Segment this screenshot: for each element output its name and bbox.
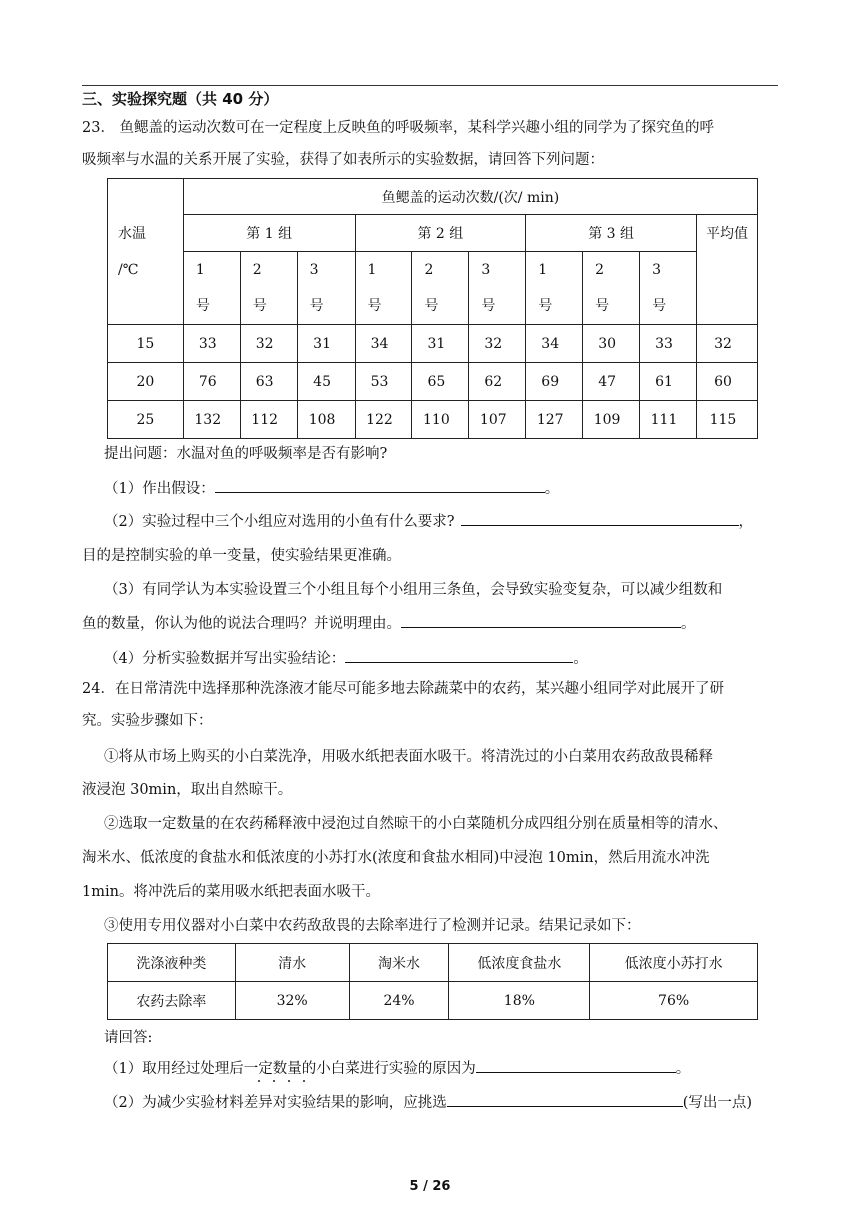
value-cell: 34 <box>355 325 412 363</box>
q24-part2: （2）为减少实验材料差异对实验结果的影响，应挑选 (写出一点) <box>104 1087 778 1119</box>
table-row <box>108 944 758 982</box>
emphasis-dot <box>303 1080 305 1082</box>
value-cell: 34 <box>526 325 583 363</box>
table-row <box>108 982 758 1020</box>
average-header: 平均值 <box>696 215 757 325</box>
value-cell: 33 <box>640 325 697 363</box>
group-1-header: 第 1 组 <box>183 215 355 252</box>
gill-movement-table <box>107 178 758 439</box>
value-cell: 33 <box>183 325 240 363</box>
rate-cell: 76% <box>590 982 758 1020</box>
q24-step1-line1: ①将从市场上购买的小白菜洗净，用吸水纸把表面水吸干。将清洗过的小白菜用农药敌敌畏稀释 <box>104 749 713 765</box>
emphasis-dot <box>288 1080 290 1082</box>
value-cell: 31 <box>297 325 355 363</box>
value-cell: 111 <box>640 401 697 439</box>
value-cell: 32 <box>240 325 297 363</box>
q23-question: 提出问题：水温对鱼的呼吸频率是否有影响? <box>104 446 388 462</box>
answer-blank[interactable] <box>461 511 739 526</box>
q24-step3: ③使用专用仪器对小白菜中农药敌敌畏的去除率进行了检测并记录。结果记录如下： <box>104 918 641 934</box>
type-cell: 低浓度小苏打水 <box>590 944 758 982</box>
table-row <box>108 325 758 363</box>
value-cell: 31 <box>412 325 469 363</box>
fish-number-header: 3 号 <box>640 252 697 325</box>
table-row <box>108 401 758 439</box>
header-label-cell: 洗涤液种类 <box>108 944 236 982</box>
fish-number-header: 3 号 <box>297 252 355 325</box>
value-cell: 122 <box>355 401 412 439</box>
fish-number-header: 3 号 <box>469 252 526 325</box>
answer-blank[interactable] <box>447 1092 683 1107</box>
header-rule <box>82 85 778 86</box>
fish-number-header: 1 号 <box>526 252 583 325</box>
rate-cell: 24% <box>349 982 449 1020</box>
group-3-header: 第 3 组 <box>526 215 697 252</box>
answer-blank[interactable] <box>345 648 573 663</box>
q23-part1: （1）作出假设： 。 <box>104 473 778 505</box>
group-2-header: 第 2 组 <box>355 215 526 252</box>
q23-part3-line2: 鱼的数量，你认为他的说法合理吗？并说明理由。 。 <box>82 608 778 640</box>
value-cell: 109 <box>583 401 640 439</box>
value-cell: 108 <box>297 401 355 439</box>
section-title: 三、实验探究题（共 40 分） <box>82 90 279 108</box>
type-cell: 低浓度食盐水 <box>449 944 590 982</box>
value-cell: 107 <box>469 401 526 439</box>
value-cell: 69 <box>526 363 583 401</box>
q24-step2-line2: 淘米水、低浓度的食盐水和低浓度的小苏打水(浓度和食盐水相同)中浸泡 10min，然后用流水冲洗 <box>82 850 710 866</box>
fish-number-header: 2 号 <box>412 252 469 325</box>
value-cell: 53 <box>355 363 412 401</box>
emphasis-dot <box>273 1080 275 1082</box>
fish-number-header: 2 号 <box>583 252 640 325</box>
value-cell: 76 <box>183 363 240 401</box>
q24-step2-line3: 1min。将冲洗后的菜用吸水纸把表面水吸干。 <box>82 884 380 900</box>
type-cell: 清水 <box>235 944 349 982</box>
q23-part4: （4）分析实验数据并写出实验结论： 。 <box>104 643 778 675</box>
value-cell: 32 <box>469 325 526 363</box>
q23-intro-line1: 23． 鱼鳃盖的运动次数可在一定程度上反映鱼的呼吸频率，某科学兴趣小组的同学为了探究鱼的呼 <box>82 120 715 136</box>
fish-number-header: 1 号 <box>183 252 240 325</box>
q23-part2: （2）实验过程中三个小组应对选用的小鱼有什么要求? ， <box>104 506 778 538</box>
temp-cell: 20 <box>108 363 184 401</box>
type-cell: 淘米水 <box>349 944 449 982</box>
average-cell: 32 <box>696 325 757 363</box>
value-cell: 110 <box>412 401 469 439</box>
q23-part3-line1: （3）有同学认为本实验设置三个小组且每个小组用三条鱼，会导致实验变复杂，可以减少组数和 <box>104 582 723 598</box>
value-cell: 63 <box>240 363 297 401</box>
value-cell: 65 <box>412 363 469 401</box>
temp-header-line1: 水温 <box>118 225 146 242</box>
fish-number-header: 1 号 <box>355 252 412 325</box>
temp-header-line2: /℃ <box>118 261 139 278</box>
emphasis-dot <box>258 1080 260 1082</box>
answer-blank[interactable] <box>401 613 681 628</box>
q24-step2-line1: ②选取一定数量的在农药稀释液中浸泡过自然晾干的小白菜随机分成四组分别在质量相等的清水、 <box>104 816 728 832</box>
q24-answer-prompt: 请回答: <box>104 1030 153 1046</box>
page-number: 5 / 26 <box>409 1179 451 1194</box>
main-header: 鱼鳃盖的运动次数/(次/ min) <box>183 179 757 215</box>
value-cell: 132 <box>183 401 240 439</box>
q24-step1-line2: 液浸泡 30min，取出自然晾干。 <box>82 782 293 798</box>
q24-intro-line1: 24．在日常清洗中选择那种洗涤液才能尽可能多地去除蔬菜中的农药，某兴趣小组同学对此展开了研 <box>82 681 724 697</box>
q24-intro-line2: 究。实验步骤如下： <box>82 713 213 729</box>
average-cell: 115 <box>696 401 757 439</box>
q23-part2-line2: 目的是控制实验的单一变量，使实验结果更准确。 <box>82 548 401 564</box>
answer-blank[interactable] <box>476 1058 676 1073</box>
rate-cell: 18% <box>449 982 590 1020</box>
pesticide-removal-table <box>107 943 758 1020</box>
value-cell: 30 <box>583 325 640 363</box>
value-cell: 45 <box>297 363 355 401</box>
answer-blank[interactable] <box>215 478 545 493</box>
temp-header <box>108 179 184 325</box>
rate-cell: 32% <box>235 982 349 1020</box>
value-cell: 61 <box>640 363 697 401</box>
row-label-cell: 农药去除率 <box>108 982 236 1020</box>
value-cell: 47 <box>583 363 640 401</box>
value-cell: 112 <box>240 401 297 439</box>
temp-cell: 15 <box>108 325 184 363</box>
q23-intro-line2: 吸频率与水温的关系开展了实验，获得了如表所示的实验数据，请回答下列问题： <box>82 152 604 168</box>
q24-part1: （1）取用经过处理后一定数量的小白菜进行实验的原因为 。 <box>104 1053 778 1085</box>
average-cell: 60 <box>696 363 757 401</box>
temp-cell: 25 <box>108 401 184 439</box>
value-cell: 127 <box>526 401 583 439</box>
value-cell: 62 <box>469 363 526 401</box>
fish-number-header: 2 号 <box>240 252 297 325</box>
table-row <box>108 363 758 401</box>
